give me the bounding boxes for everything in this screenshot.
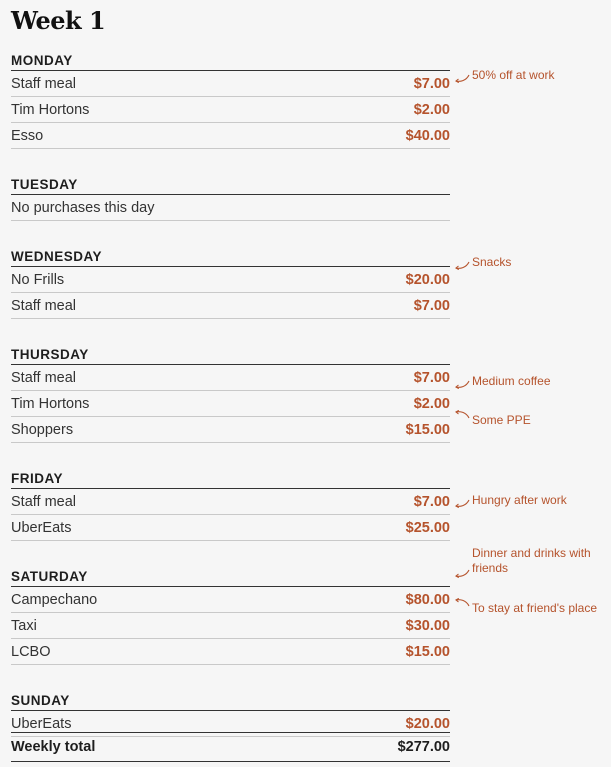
expense-row — [11, 417, 450, 443]
expense-label: LCBO — [11, 643, 51, 660]
expense-label: No Frills — [11, 271, 65, 288]
expense-amount: $20.00 — [405, 271, 450, 288]
expense-label: UberEats — [11, 715, 72, 732]
day-section-tuesday — [11, 171, 450, 221]
annotation-note — [454, 493, 609, 508]
expense-label: Tim Hortons — [11, 395, 90, 412]
expense-label: Tim Hortons — [11, 101, 90, 118]
annotation-note — [454, 255, 609, 270]
expense-amount: $7.00 — [413, 75, 450, 92]
curved-arrow-icon — [454, 498, 470, 508]
curved-arrow-icon — [454, 379, 470, 389]
expense-label: Staff meal — [11, 369, 77, 386]
expense-amount: $15.00 — [405, 421, 450, 438]
page-title: Week 1 — [11, 6, 106, 35]
note-text: To stay at friend's place — [472, 601, 598, 615]
expense-row — [11, 515, 450, 541]
curved-arrow-icon — [454, 410, 470, 420]
note-text: Some PPE — [472, 413, 531, 427]
expense-row — [11, 391, 450, 417]
empty-day-message: No purchases this day — [11, 199, 155, 216]
weekly-total-amount: $277.00 — [397, 739, 450, 755]
expense-row — [11, 489, 450, 515]
day-header: SATURDAY — [11, 563, 450, 587]
expense-row — [11, 613, 450, 639]
expense-amount: $30.00 — [405, 617, 450, 634]
expense-amount: $2.00 — [413, 101, 450, 118]
day-header: FRIDAY — [11, 465, 450, 489]
expense-label: Campechano — [11, 591, 98, 608]
expense-row — [11, 365, 450, 391]
expense-row — [11, 267, 450, 293]
day-section-monday — [11, 47, 450, 149]
expense-label: UberEats — [11, 519, 72, 536]
annotation-note — [454, 68, 609, 83]
day-section-friday — [11, 465, 450, 541]
expense-amount: $80.00 — [405, 591, 450, 608]
note-text: 50% off at work — [472, 68, 555, 82]
day-header: SUNDAY — [11, 687, 450, 711]
expense-row — [11, 123, 450, 149]
day-header: TUESDAY — [11, 171, 450, 195]
expense-amount: $2.00 — [413, 395, 450, 412]
expense-label: Staff meal — [11, 297, 77, 314]
weekly-total-label: Weekly total — [11, 739, 96, 755]
day-header: WEDNESDAY — [11, 243, 450, 267]
expense-amount: $7.00 — [413, 369, 450, 386]
expense-amount: $7.00 — [413, 297, 450, 314]
annotation-note — [454, 593, 609, 616]
annotation-note — [454, 374, 609, 389]
expense-row — [11, 293, 450, 319]
note-text: Hungry after work — [472, 493, 567, 507]
day-header: THURSDAY — [11, 341, 450, 365]
curved-arrow-icon — [454, 568, 470, 578]
expense-label: Staff meal — [11, 493, 77, 510]
expense-row — [11, 639, 450, 665]
expense-row — [11, 587, 450, 613]
curved-arrow-icon — [454, 598, 470, 608]
expense-row — [11, 97, 450, 123]
day-section-thursday — [11, 341, 450, 443]
expense-amount: $7.00 — [413, 493, 450, 510]
expense-amount: $15.00 — [405, 643, 450, 660]
expense-label: Esso — [11, 127, 44, 144]
weekly-total-section — [11, 732, 450, 762]
weekly-total-row — [11, 732, 450, 762]
expense-label: Shoppers — [11, 421, 74, 438]
note-text: Dinner and drinks with friends — [472, 546, 591, 575]
note-text: Snacks — [472, 255, 512, 269]
expense-amount: $25.00 — [405, 519, 450, 536]
day-section-saturday — [11, 563, 450, 665]
expense-label: Staff meal — [11, 75, 77, 92]
day-section-sunday — [11, 687, 450, 737]
expense-amount: $20.00 — [405, 715, 450, 732]
note-text: Medium coffee — [472, 374, 551, 388]
expense-amount: $40.00 — [405, 127, 450, 144]
day-header: MONDAY — [11, 47, 450, 71]
expense-row — [11, 71, 450, 97]
curved-arrow-icon — [454, 73, 470, 83]
day-section-wednesday — [11, 243, 450, 319]
curved-arrow-icon — [454, 260, 470, 270]
expense-label: Taxi — [11, 617, 37, 634]
expense-table — [11, 47, 450, 737]
expense-row — [11, 195, 450, 221]
annotation-note — [454, 546, 604, 578]
annotation-note — [454, 405, 609, 428]
